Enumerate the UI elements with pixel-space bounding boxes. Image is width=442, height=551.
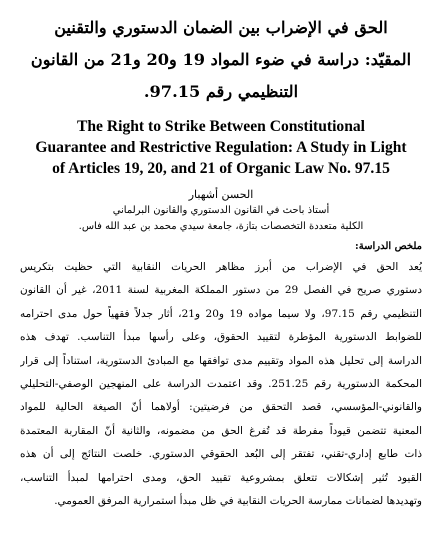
title-english [20,116,422,179]
abstract-line: يُعد الحق في الإضراب من أبرز مظاهر الحريات النقابية التي حظيت بتكريس [20,261,422,273]
abstract-line: ذات طابع إداري-تقني، تفتقر إلى البُعد الحقوقي الدستوري. خلصت النتائج إلى أن هذه [20,448,422,461]
abstract-line: للضوابط الدستورية المؤطرة لتقييد الحقوق، وعلى رأسها مبدأ التناسب. تهدف هذه [20,331,422,344]
abstract-heading: ملخص الدراسة: [355,241,422,252]
author-position: أستاذ باحث في القانون الدستوري والقانون البرلماني [112,205,330,216]
title-arabic-line-1: الحق في الإضراب بين الضمان الدستوري والتقنين [54,18,388,37]
abstract-line: والقانوني-المؤسسي، قصد التحقق من فرضيتين: أولاهما أنّ الصيغة الحالية للمواد [20,401,422,414]
abstract-line: وتهديدها لضمانات ممارسة الحريات النقابية في ظل مبدأ استمرارية المرفق العمومي. [54,495,422,508]
abstract-line: التنظيمي رقم 97.15، ولا سيما مواده 19 و20 و21، أثار جدلاً فقهياً حول مدى احترامه [20,307,422,320]
title-arabic-line-2: المقيّد: دراسة في ضوء المواد 19 و20 و21 من القانون [30,50,412,69]
author-institution: الكلية متعددة التخصصات بتازة، جامعة سيدي محمد بن عبد الله فاس. [78,221,364,232]
abstract-line: الدراسة إلى تحليل هذه المواد وتقييم مدى توافقها مع المبادئ الدستورية، استناداً إلى قرار [20,354,422,367]
title-arabic-line-3: التنظيمي رقم 97.15. [143,82,299,101]
abstract-line: دستوري صريح في الفصل 29 من دستور المملكة المغربية لسنة 2011، غير أن القانون [20,284,422,297]
abstract-line: المحكمة الدستورية رقم 251.25. وقد اعتمدت الدراسة على المنهجين الوصفي-التحليلي [20,378,422,391]
author-name: الحسن أشهبار [188,188,254,201]
title-english-line-3: of Articles 19, 20, and 21 of Organic Law No. 97.15 [52,160,390,177]
title-arabic [20,12,422,108]
title-english-line-2: Guarantee and Restrictive Regulation: A Study in Light [35,139,407,156]
abstract-section [20,241,422,513]
abstract-line: القيود تُثير إشكالات تتعلق بمشروعية تقييد الحق، ومدى احترامها لمبدأ التناسب، [20,471,422,484]
abstract-body [20,256,422,513]
abstract-line: المعنية تتضمن قيوداً مفرطة قد تُفرغ الحق من مضمونه، والثانية أنّ المقاربة المعتمدة [20,424,422,437]
author-block [20,187,422,235]
title-english-line-1: The Right to Strike Between Constitutional [76,118,366,135]
